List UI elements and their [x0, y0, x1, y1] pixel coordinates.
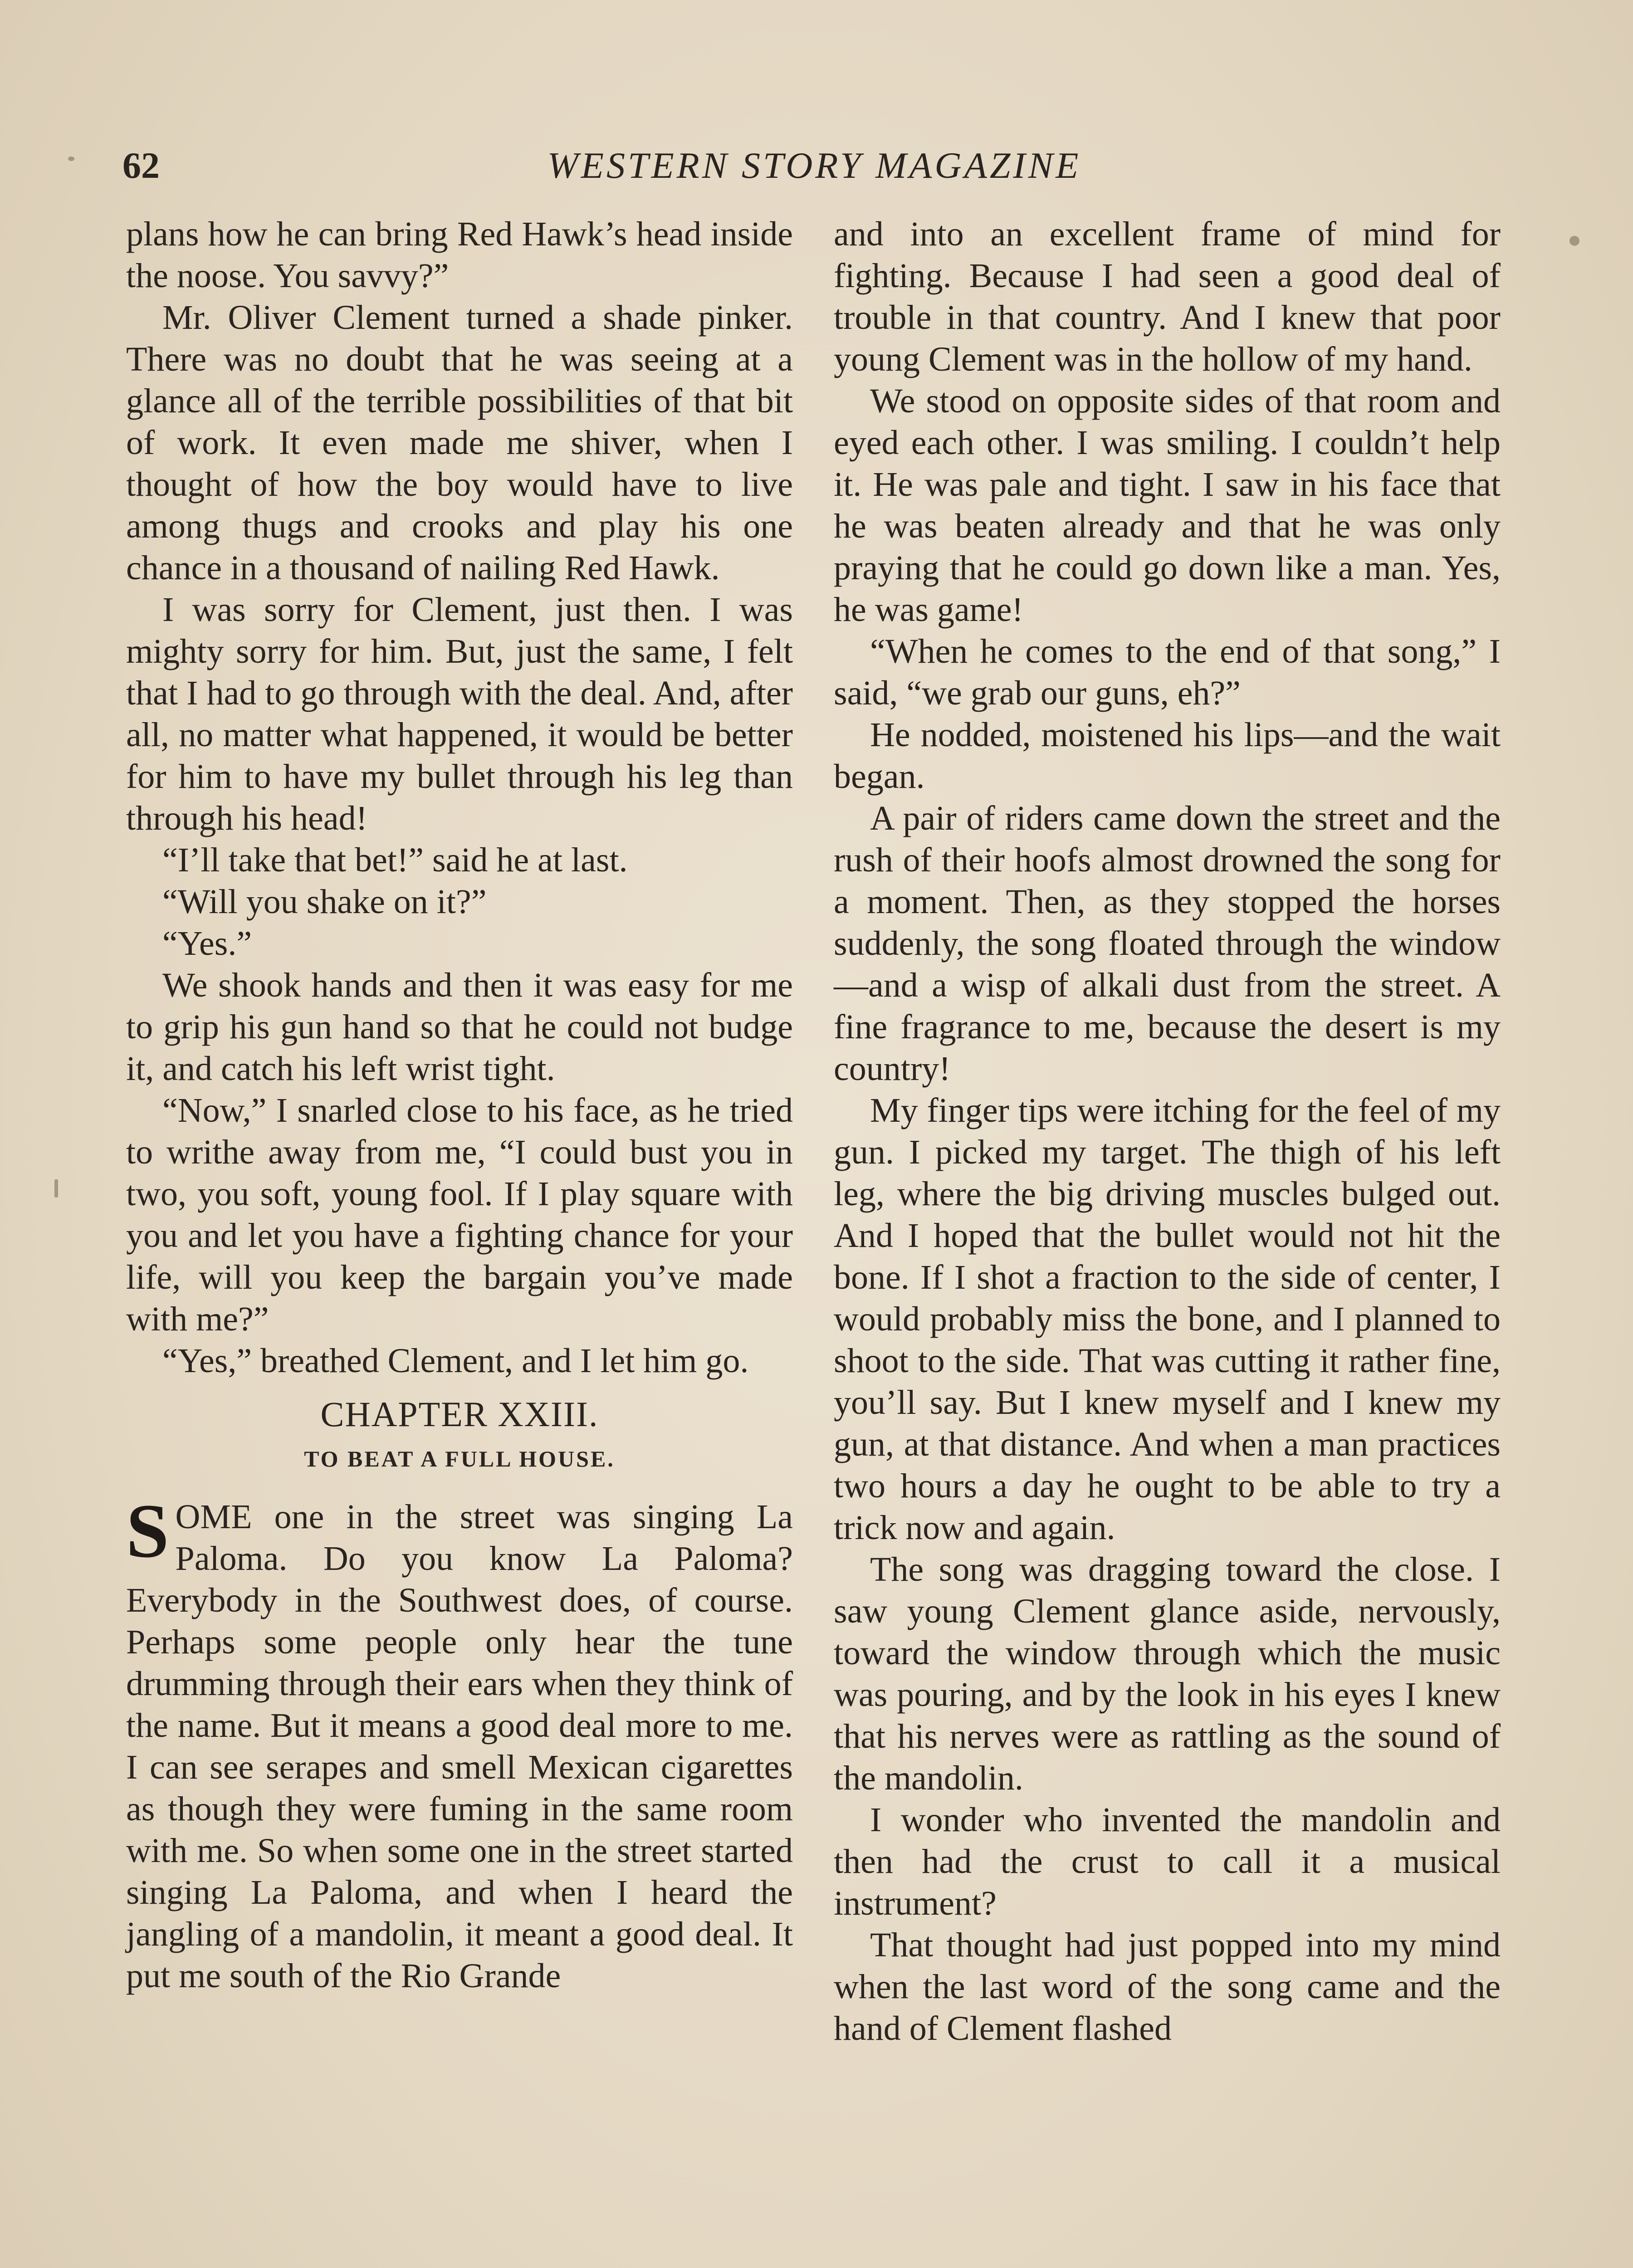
- chapter-title: CHAPTER XXIII.: [320, 1394, 599, 1434]
- page-number: 62: [122, 145, 160, 186]
- paragraph-text: OME one in the street was singing La Paloma. Do you know La Paloma? Everybody in the Southwest does, of course. Perhaps some people only hear the tune drumming through their ears when they think of the name. But it means a good deal more to me. I can see serapes and smell Mexican cigarettes as though they were fuming in the same room with me. So when some one in the street started singing La Paloma, and when I heard the jangling of a mandolin, it meant a good deal. It put me south of the Rio Grande: [126, 1498, 793, 1995]
- page-header: [122, 136, 1506, 195]
- paragraph: My finger tips were itching for the feel of my gun. I picked my target. The thigh of his left leg, where the big driving muscles bulged out. And I hoped that the bullet would not hit the bone. If I shot a fraction to the side of center, I would probably miss the bone, and I planned to shoot to the side. That was cutting it rather fine, you’ll say. But I knew myself and I knew my gun, at that distance. And when a man practices two hours a day he ought to be able to try a trick now and again.: [834, 1091, 1501, 1547]
- paragraph: We shook hands and then it was easy for me to grip his gun hand so that he could not budge it, and catch his left wrist tight.: [126, 966, 793, 1088]
- chapter-opening-paragraph: [126, 1488, 793, 1997]
- paragraph: “Yes.”: [162, 924, 252, 963]
- paragraph: “Now,” I snarled close to his face, as he tried to writhe away from me, “I could bust you in two, you soft, young fool. If I play square with you and let you have a fighting chance for your life, will you keep the bargain you’ve made with me?”: [126, 1091, 793, 1338]
- paragraph: I wonder who invented the mandolin and then had the crust to call it a musical instrument?: [834, 1801, 1501, 1922]
- paragraph: plans how he can bring Red Hawk’s head inside the noose. You savvy?”: [126, 215, 793, 295]
- chapter-subtitle: TO BEAT A FULL HOUSE.: [304, 1446, 615, 1471]
- left-column: [126, 213, 793, 1997]
- paragraph: A pair of riders came down the street and the rush of their hoofs almost drowned the song for a moment. Then, as they stopped the horses suddenly, the song floated through the window—and a wisp of alkali dust from the street. A fine fragrance to me, because the desert is my country!: [834, 799, 1501, 1088]
- paragraph: Mr. Oliver Clement turned a shade pinker. There was no doubt that he was seeing at a glance all of the terrible possibilities of that bit of work. It even made me shiver, when I thought of how the boy would have to live among thugs and crooks and play his one chance in a thousand of nailing Red Hawk.: [126, 298, 793, 587]
- paragraph: “Will you shake on it?”: [162, 883, 487, 921]
- paragraph: We stood on opposite sides of that room and eyed each other. I was smiling. I couldn’t help it. He was pale and tight. I saw in his face that he was beaten already and that he was only praying that he could go down like a man. Yes, he was game!: [834, 382, 1501, 629]
- paragraph: He nodded, moistened his lips—and the wait began.: [834, 716, 1501, 796]
- right-column: [834, 213, 1501, 2049]
- running-title: WESTERN STORY MAGAZINE: [547, 145, 1081, 186]
- paragraph: “I’ll take that bet!” said he at last.: [162, 841, 628, 879]
- paragraph: “When he comes to the end of that song,” I said, “we grab our guns, eh?”: [834, 632, 1501, 712]
- paragraph: “Yes,” breathed Clement, and I let him go.: [162, 1342, 749, 1380]
- paragraph: The song was dragging toward the close. I saw young Clement glance aside, nervously, toward the window through which the music was pouring, and by the look in his eyes I knew that his nerves were as rattling as the sound of the mandolin.: [834, 1550, 1501, 1797]
- paragraph: I was sorry for Clement, just then. I was mighty sorry for him. But, just the same, I felt that I had to go through with the deal. And, after all, no matter what happened, it would be better for him to have my bullet through his leg than through his head!: [126, 591, 793, 837]
- paper-speck: [68, 156, 74, 161]
- paper-speck: [1569, 236, 1579, 246]
- drop-cap: S: [126, 1488, 169, 1574]
- paragraph: That thought had just popped into my mind when the last word of the song came and the hand of Clement flashed: [834, 1926, 1501, 2048]
- paragraph: and into an excellent frame of mind for fighting. Because I had seen a good deal of trouble in that country. And I knew that poor young Clement was in the hollow of my hand.: [834, 215, 1501, 378]
- paper-speck: [54, 1179, 58, 1198]
